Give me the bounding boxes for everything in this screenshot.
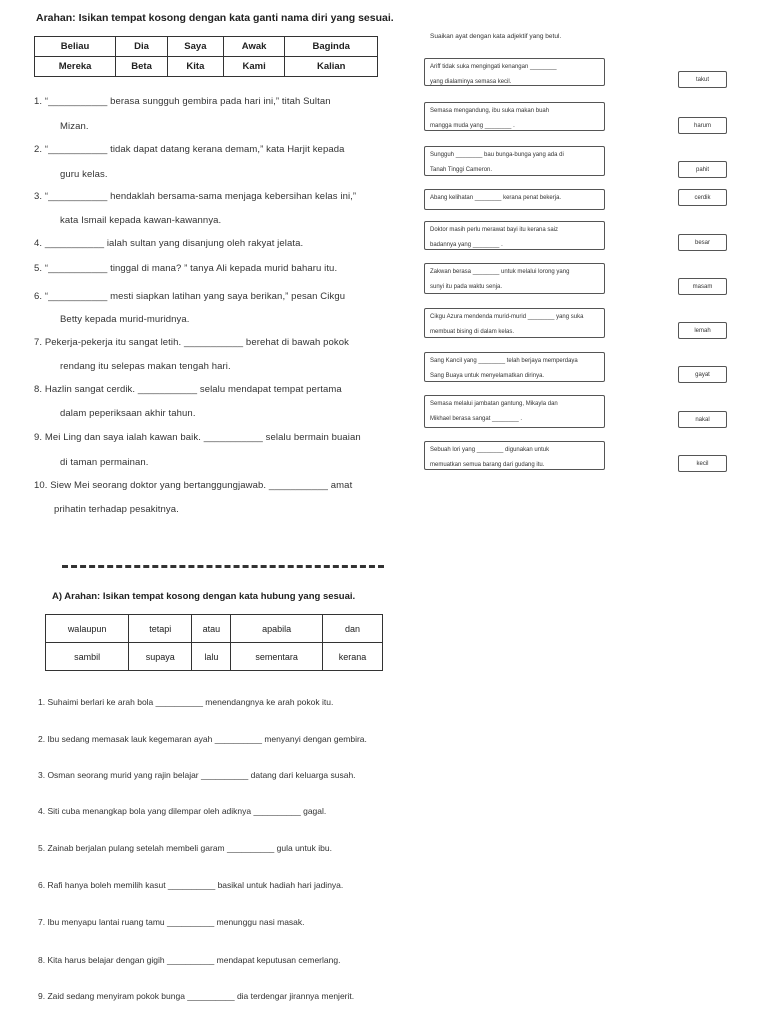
pronoun-cell: Dia bbox=[116, 37, 168, 57]
conjunction-sentence-4: 4. Siti cuba menangkap bola yang dilempar oleh adiknya __________ gagal. bbox=[38, 806, 327, 816]
pronoun-question-6-line2: Betty kepada murid-muridnya. bbox=[60, 314, 190, 325]
pronoun-question-1-line1: 1. “___________ berasa sungguh gembira pada hari ini,” titah Sultan bbox=[34, 96, 331, 107]
adjective-instruction: Suaikan ayat dengan kata adjektif yang betul. bbox=[430, 33, 562, 40]
pronoun-cell: Kalian bbox=[285, 57, 378, 77]
conjunction-cell: sambil bbox=[46, 643, 129, 671]
pronoun-cell: Kami bbox=[223, 57, 285, 77]
pronoun-question-3-line1: 3. “___________ hendaklah bersama-sama menjaga kebersihan kelas ini,” bbox=[34, 191, 357, 202]
adjective-sentence-box-9 bbox=[424, 395, 605, 428]
pronoun-cell: Beta bbox=[116, 57, 168, 77]
adjective-answer: nakal bbox=[695, 416, 710, 423]
conjunction-sentence-9: 9. Zaid sedang menyiram pokok bunga __________ dia terdengar jirannya menjerit. bbox=[38, 991, 355, 1001]
adjective-sentence-6-line1: Zakwan berasa ________ untuk melalui lorong yang bbox=[430, 269, 570, 275]
adjective-sentence-1-line2: yang dialaminya semasa kecil. bbox=[430, 78, 512, 85]
conjunction-cell: apabila bbox=[231, 615, 323, 643]
pronoun-table-row bbox=[35, 37, 378, 57]
adjective-sentence-7-line1: Cikgu Azura mendenda murid-murid ________ yang suka bbox=[430, 314, 584, 320]
conjunction-instruction: A) Arahan: Isikan tempat kosong dengan kata hubung yang sesuai. bbox=[52, 591, 356, 602]
adjective-answer: cerdik bbox=[694, 194, 711, 201]
pronoun-question-9-line2: di taman permainan. bbox=[60, 457, 149, 468]
pronoun-cell: Kita bbox=[168, 57, 224, 77]
adjective-sentence-box-5 bbox=[424, 221, 605, 250]
adjective-sentence-9-line2: Mikhael berasa sangat ________ . bbox=[430, 415, 523, 422]
pronoun-cell: Mereka bbox=[35, 57, 116, 77]
adjective-sentence-3-line2: Tanah Tinggi Cameron. bbox=[430, 166, 493, 173]
pronoun-cell: Awak bbox=[223, 37, 285, 57]
conjunction-cell: kerana bbox=[322, 643, 382, 671]
pronoun-question-6-line1: 6. “___________ mesti siapkan latihan yang saya berikan,” pesan Cikgu bbox=[34, 291, 346, 302]
adjective-sentence-7-line2: membuat bising di dalam kelas. bbox=[430, 328, 515, 335]
conjunction-sentence-6: 6. Rafi hanya boleh memilih kasut __________ basikal untuk hadiah hari jadinya. bbox=[38, 880, 344, 890]
adjective-sentence-8-line1: Sang Kancil yang ________ telah berjaya memperdaya bbox=[430, 358, 578, 364]
adjective-sentence-box-6 bbox=[424, 263, 605, 294]
adjective-sentence-5-line1: Doktor masih perlu merawat bayi itu kerana saiz bbox=[430, 227, 559, 233]
pronoun-question-2-line2: guru kelas. bbox=[60, 169, 108, 180]
pronoun-instruction: Arahan: Isikan tempat kosong dengan kata ganti nama diri yang sesuai. bbox=[36, 12, 394, 24]
adjective-sentence-10-line1: Sebuah lori yang ________ digunakan untuk bbox=[430, 447, 550, 453]
adjective-answer: lemah bbox=[694, 327, 711, 334]
pronoun-question-1-line2: Mizan. bbox=[60, 121, 89, 132]
pronoun-question-10-line2: prihatin terhadap pesakitnya. bbox=[54, 504, 179, 515]
adjective-sentence-2-line1: Semasa mengandung, ibu suka makan buah bbox=[430, 108, 550, 114]
adjective-sentence-4-line1: Abang kelihatan ________ kerana penat bekerja. bbox=[430, 195, 562, 201]
adjective-answer-box-6 bbox=[678, 278, 727, 295]
adjective-answer-box-2 bbox=[678, 117, 727, 134]
adjective-answer-box-1 bbox=[678, 71, 727, 88]
adjective-answer: pahit bbox=[695, 166, 709, 173]
adjective-sentence-10-line2: memuatkan semua barang dari gudang itu. bbox=[430, 461, 545, 468]
adjective-answer-box-5 bbox=[678, 234, 727, 251]
adjective-sentence-6-line2: sunyi itu pada waktu senja. bbox=[430, 283, 503, 290]
conjunction-table bbox=[45, 614, 383, 671]
adjective-answer: besar bbox=[694, 239, 710, 246]
adjective-sentence-9-line1: Semasa melalui jambatan gantung, Mikayla dan bbox=[430, 401, 558, 407]
pronoun-question-2-line1: 2. “___________ tidak dapat datang kerana demam,” kata Harjit kepada bbox=[34, 144, 345, 155]
adjective-answer: gayat bbox=[695, 371, 710, 378]
pronoun-cell: Saya bbox=[168, 37, 224, 57]
conjunction-table-row bbox=[46, 643, 383, 671]
section-divider bbox=[62, 565, 384, 568]
conjunction-sentence-7: 7. Ibu menyapu lantai ruang tamu __________ menunggu nasi masak. bbox=[38, 917, 305, 927]
conjunction-sentence-8: 8. Kita harus belajar dengan gigih __________ mendapat keputusan cemerlang. bbox=[38, 955, 341, 965]
conjunction-cell: lalu bbox=[192, 643, 231, 671]
pronoun-question-7-line1: 7. Pekerja-pekerja itu sangat letih. ___________ berehat di bawah pokok bbox=[34, 337, 350, 348]
conjunction-cell: supaya bbox=[129, 643, 192, 671]
conjunction-sentence-3: 3. Osman seorang murid yang rajin belajar __________ datang dari keluarga susah. bbox=[38, 770, 356, 780]
adjective-answer: harum bbox=[693, 122, 711, 129]
pronoun-question-3-line2: kata Ismail kepada kawan-kawannya. bbox=[60, 215, 222, 226]
conjunction-cell: dan bbox=[322, 615, 382, 643]
conjunction-sentence-1: 1. Suhaimi berlari ke arah bola __________ menendangnya ke arah pokok itu. bbox=[38, 697, 334, 707]
adjective-sentence-box-4 bbox=[424, 189, 605, 210]
pronoun-table bbox=[34, 36, 378, 77]
pronoun-question-5: 5. “___________ tinggal di mana? ” tanya Ali kepada murid baharu itu. bbox=[34, 263, 338, 274]
pronoun-question-7-line2: rendang itu selepas makan tengah hari. bbox=[60, 361, 231, 372]
conjunction-cell: tetapi bbox=[129, 615, 192, 643]
adjective-sentence-8-line2: Sang Buaya untuk menyelamatkan dirinya. bbox=[430, 372, 545, 379]
adjective-answer: kecil bbox=[696, 460, 709, 467]
conjunction-cell: walaupun bbox=[46, 615, 129, 643]
adjective-answer-box-9 bbox=[678, 411, 727, 428]
conjunction-cell: atau bbox=[192, 615, 231, 643]
pronoun-question-8-line1: 8. Hazlin sangat cerdik. ___________ selalu mendapat tempat pertama bbox=[34, 384, 342, 395]
adjective-sentence-box-10 bbox=[424, 441, 605, 470]
pronoun-cell: Baginda bbox=[285, 37, 378, 57]
adjective-sentence-box-3 bbox=[424, 146, 605, 176]
adjective-answer-box-4 bbox=[678, 189, 727, 206]
adjective-answer: masam bbox=[692, 283, 713, 290]
adjective-sentence-5-line2: badannya yang ________ . bbox=[430, 241, 503, 248]
adjective-sentence-box-7 bbox=[424, 308, 605, 338]
pronoun-table-row bbox=[35, 57, 378, 77]
pronoun-cell: Beliau bbox=[35, 37, 116, 57]
pronoun-question-8-line2: dalam peperiksaan akhir tahun. bbox=[60, 408, 196, 419]
adjective-sentence-3-line1: Sungguh ________ bau bunga-bunga yang ada di bbox=[430, 152, 564, 158]
adjective-answer: takut bbox=[695, 76, 709, 83]
adjective-sentence-box-2 bbox=[424, 102, 605, 131]
adjective-answer-box-8 bbox=[678, 366, 727, 383]
adjective-sentence-1-line1: Ariff tidak suka mengingati kenangan ________ bbox=[430, 64, 557, 70]
adjective-sentence-box-1 bbox=[424, 58, 605, 86]
adjective-sentence-box-8 bbox=[424, 352, 605, 382]
conjunction-sentence-5: 5. Zainab berjalan pulang setelah membeli garam __________ gula untuk ibu. bbox=[38, 843, 332, 853]
adjective-answer-box-10 bbox=[678, 455, 727, 472]
adjective-sentence-2-line2: mangga muda yang ________ . bbox=[430, 122, 515, 129]
adjective-answer-box-7 bbox=[678, 322, 727, 339]
pronoun-question-9-line1: 9. Mei Ling dan saya ialah kawan baik. ___________ selalu bermain buaian bbox=[34, 432, 361, 443]
adjective-answer-box-3 bbox=[678, 161, 727, 178]
pronoun-question-10-line1: 10. Siew Mei seorang doktor yang bertanggungjawab. ___________ amat bbox=[34, 480, 353, 491]
conjunction-sentence-2: 2. Ibu sedang memasak lauk kegemaran ayah __________ menyanyi dengan gembira. bbox=[38, 734, 367, 744]
conjunction-table-row bbox=[46, 615, 383, 643]
pronoun-question-4: 4. ___________ ialah sultan yang disanjung oleh rakyat jelata. bbox=[34, 238, 304, 249]
conjunction-cell: sementara bbox=[231, 643, 323, 671]
